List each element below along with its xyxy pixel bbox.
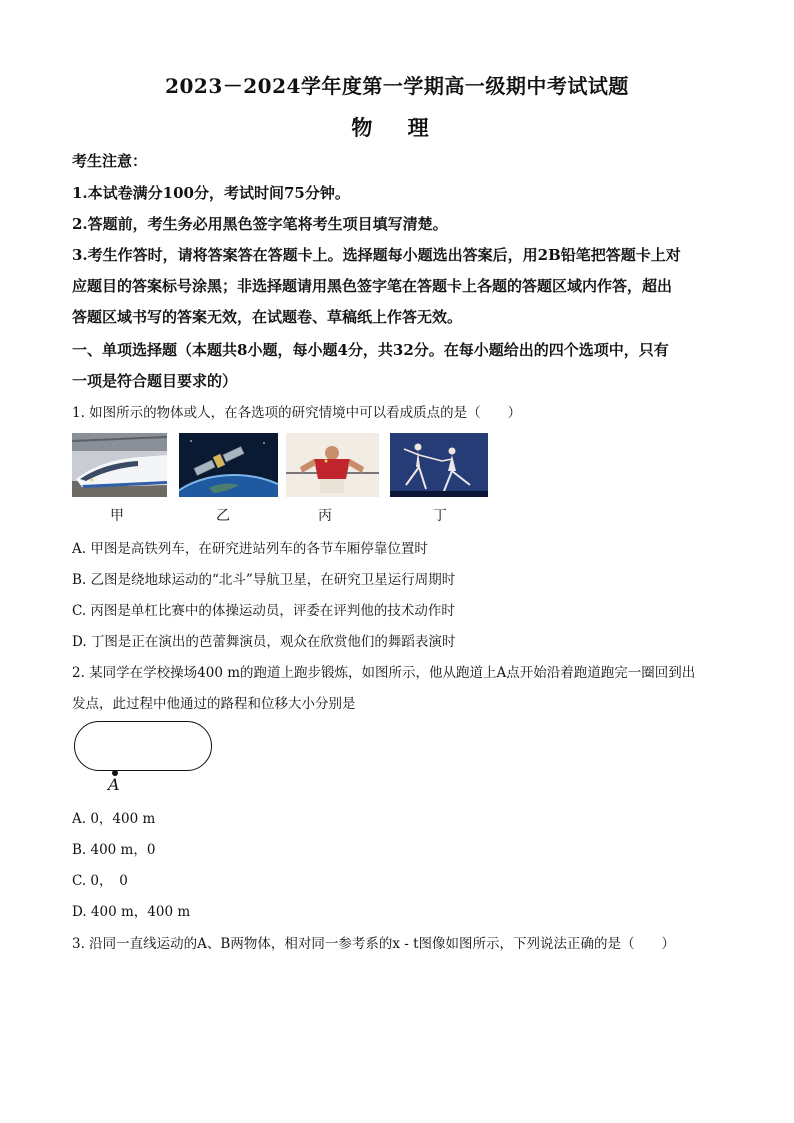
- q3-stem: 3. 沿同一直线运动的A、B两物体，相对同一参考系的x - t图像如图所示，下列说法正确的是（ ）: [72, 936, 676, 952]
- q2-option-c: C. 0， 0: [72, 873, 128, 889]
- caption-bing: 丙: [318, 508, 332, 524]
- caption-jia: 甲: [110, 508, 124, 524]
- notice-item-3: 3.考生作答时，请将答案答在答题卡上。选择题每小题选出答案后，用2B铅笔把答题卡上对: [72, 246, 681, 264]
- caption-yi: 乙: [216, 508, 230, 524]
- q2-option-a: A. 0，400 m: [72, 811, 156, 827]
- q1-option-b: B. 乙图是绕地球运动的“北斗”导航卫星，在研究卫星运行周期时: [72, 572, 456, 588]
- start-point-label: A: [108, 775, 120, 794]
- q1-option-d: D. 丁图是正在演出的芭蕾舞演员，观众在欣赏他们的舞蹈表演时: [72, 634, 456, 650]
- satellite-image: [179, 433, 278, 497]
- section-heading: 一、单项选择题（本题共8小题，每小题4分，共32分。在每小题给出的四个选项中，只有: [72, 341, 669, 359]
- q1-option-c: C. 丙图是单杠比赛中的体操运动员，评委在评判他的技术动作时: [72, 603, 455, 619]
- notice-item-3-cont2: 答题区域书写的答案无效，在试题卷、草稿纸上作答无效。: [72, 308, 463, 326]
- q1-option-a: A. 甲图是高铁列车，在研究进站列车的各节车厢停靠位置时: [72, 541, 428, 557]
- caption-ding: 丁: [433, 508, 447, 524]
- notice-heading: 考生注意：: [72, 152, 148, 170]
- q2-stem: 2. 某同学在学校操场400 m的跑道上跑步锻炼，如图所示，他从跑道上A点开始沿着跑道跑完一圈回到出: [72, 665, 696, 681]
- ballet-image: [390, 433, 488, 497]
- section-heading-cont: 一项是符合题目要求的）: [72, 372, 238, 390]
- subject-title: 物 理: [351, 115, 443, 140]
- notice-item-1: 1.本试卷满分100分，考试时间75分钟。: [72, 184, 350, 202]
- q2-option-d: D. 400 m，400 m: [72, 904, 191, 920]
- notice-item-3-cont: 应题目的答案标号涂黑；非选择题请用黑色签字笔在答题卡上各题的答题区域内作答，超出: [72, 277, 673, 295]
- q2-stem-cont: 发点，此过程中他通过的路程和位移大小分别是: [72, 696, 356, 712]
- notice-item-2: 2.答题前，考生务必用黑色签字笔将考生项目填写清楚。: [72, 215, 448, 233]
- exam-title: 2023－2024学年度第一学期高一级期中考试试题: [165, 74, 629, 98]
- running-track-diagram: [74, 721, 212, 771]
- gymnast-image: [286, 433, 379, 497]
- train-image: [72, 433, 167, 497]
- q2-option-b: B. 400 m，0: [72, 842, 156, 858]
- q1-stem: 1. 如图所示的物体或人，在各选项的研究情境中可以看成质点的是（ ）: [72, 405, 522, 421]
